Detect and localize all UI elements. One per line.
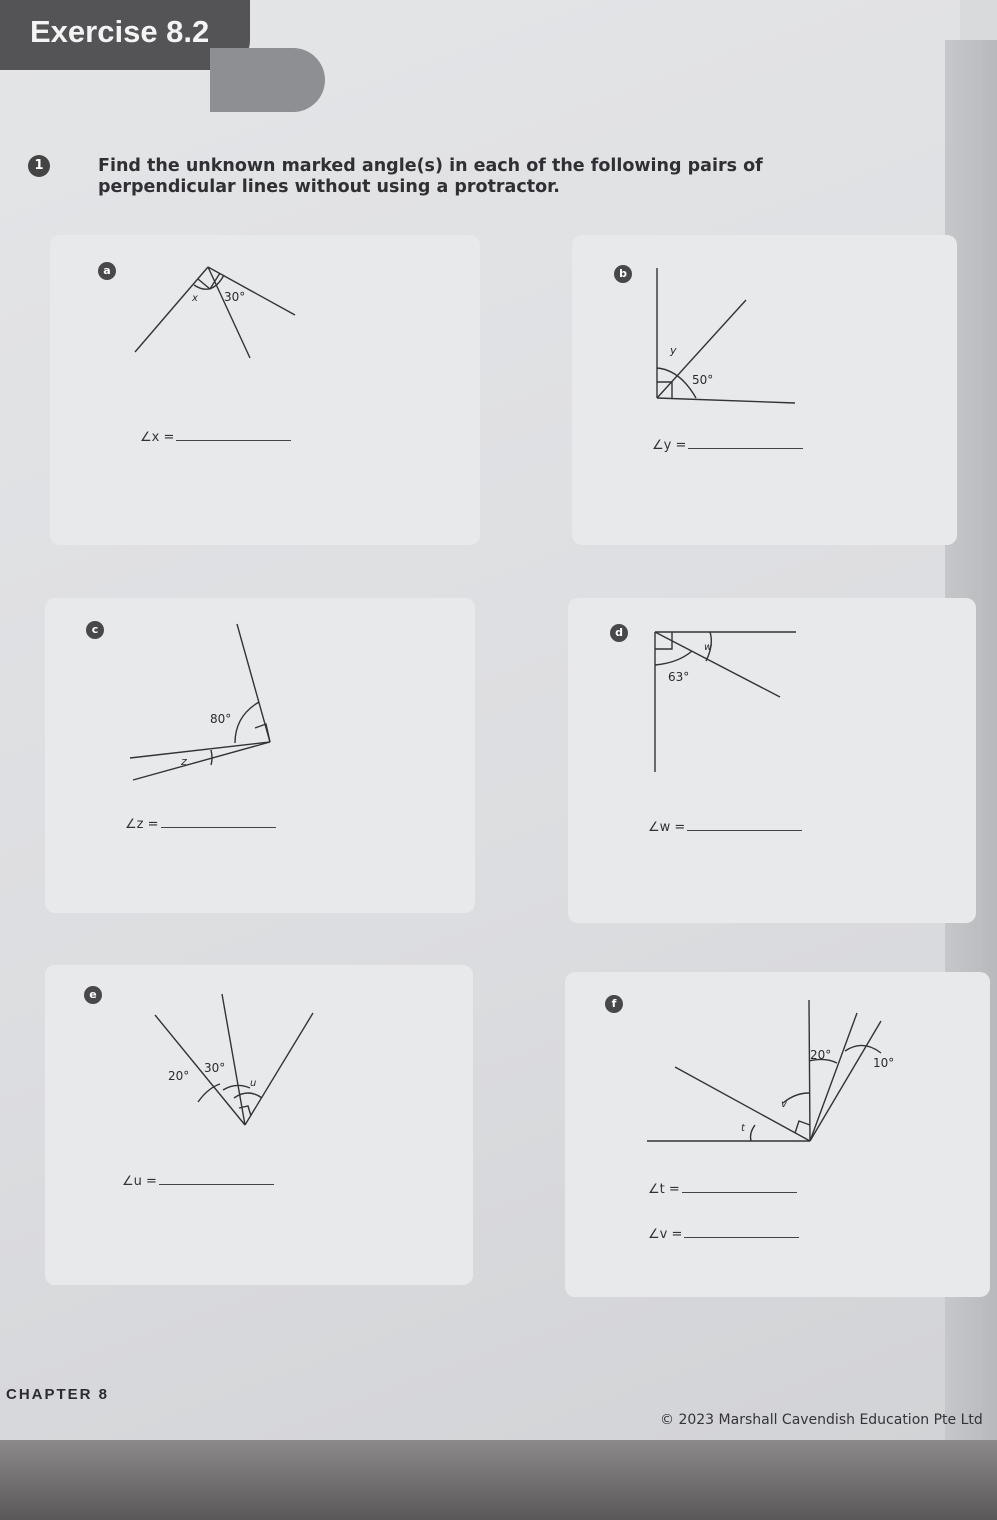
answer-v-blank[interactable] (684, 1225, 799, 1238)
answer-w-label: ∠w = (648, 820, 686, 835)
right-angle-mark-d (655, 632, 672, 649)
angle-20-f-label: 20° (810, 1048, 832, 1062)
arc-e-20 (198, 1084, 220, 1102)
exercise-title: Exercise 8.2 (30, 14, 210, 49)
part-f-diagram (645, 995, 905, 1150)
angle-t-label: t (741, 1123, 745, 1134)
right-angle-mark-f (795, 1121, 810, 1133)
arc-t (751, 1125, 756, 1141)
answer-y-blank[interactable] (688, 436, 803, 449)
angle-50-label: 50° (692, 373, 714, 387)
line-c2 (130, 742, 270, 758)
part-e-badge: e (84, 986, 102, 1004)
arc-e-30 (223, 1085, 250, 1090)
part-d-diagram (648, 625, 808, 780)
angle-x-label: x (192, 293, 198, 304)
answer-z-blank[interactable] (161, 815, 276, 828)
part-c-diagram (125, 618, 285, 788)
arc-b (657, 368, 696, 398)
answer-u-blank[interactable] (159, 1172, 274, 1185)
answer-w-blank[interactable] (687, 818, 802, 831)
title-banner-accent (210, 48, 325, 112)
table-surface (0, 1440, 997, 1520)
answer-t-blank[interactable] (682, 1180, 797, 1193)
part-c-badge: c (86, 621, 104, 639)
right-angle-mark-c (255, 724, 270, 742)
answer-u (122, 1172, 274, 1189)
answer-t (648, 1180, 797, 1197)
chapter-label: CHAPTER 8 (6, 1386, 110, 1403)
answer-x (140, 428, 291, 445)
answer-x-label: ∠x = (140, 430, 175, 445)
line-f-vertical (809, 1000, 810, 1141)
part-b-diagram (650, 258, 810, 413)
part-a-badge: a (98, 262, 116, 280)
angle-v-label: v (781, 1099, 787, 1110)
line-c3 (133, 742, 270, 780)
angle-30-e-label: 30° (204, 1061, 226, 1075)
angle-30-label: 30° (224, 290, 246, 304)
arc-z (211, 750, 212, 765)
part-d-badge: d (610, 624, 628, 642)
answer-z (125, 815, 276, 832)
answer-z-label: ∠z = (125, 817, 159, 832)
arc-c (235, 702, 259, 743)
angle-y-label: y (670, 344, 677, 357)
arc-u (234, 1093, 262, 1098)
angle-20-label: 20° (168, 1069, 190, 1083)
part-f-badge: f (605, 995, 623, 1013)
answer-v (648, 1225, 799, 1242)
answer-v-label: ∠v = (648, 1227, 683, 1242)
question-number: 1 (28, 155, 50, 177)
line-f-ray-2 (810, 1021, 881, 1141)
arc-d (655, 651, 692, 665)
answer-x-blank[interactable] (176, 428, 291, 441)
angle-z-label: z (181, 755, 187, 768)
part-e-diagram (150, 990, 320, 1130)
right-angle-mark-e (239, 1106, 251, 1116)
line-f-ray-1 (810, 1013, 857, 1141)
angle-u-label: u (250, 1078, 257, 1089)
angle-63-label: 63° (668, 670, 690, 684)
angle-80-label: 80° (210, 712, 232, 726)
answer-y (652, 436, 803, 453)
line-a1 (135, 267, 208, 352)
answer-y-label: ∠y = (652, 438, 687, 453)
part-a-diagram (120, 255, 310, 370)
line-d-diagonal (655, 632, 780, 697)
copyright-text: © 2023 Marshall Cavendish Education Pte Ltd (660, 1412, 983, 1428)
angle-w-label: w (704, 642, 713, 653)
line-e3 (245, 1013, 313, 1125)
angle-10-label: 10° (873, 1056, 895, 1070)
line-a2 (208, 267, 295, 315)
answer-t-label: ∠t = (648, 1182, 680, 1197)
line-a3 (208, 267, 250, 358)
answer-u-label: ∠u = (122, 1174, 157, 1189)
part-b-badge: b (614, 265, 632, 283)
line-b-horizontal (657, 398, 795, 403)
answer-w (648, 818, 802, 835)
question-instruction: Find the unknown marked angle(s) in each of the following pairs of perpendicular lines without using a protractor. (98, 156, 763, 197)
line-e2 (222, 994, 245, 1125)
